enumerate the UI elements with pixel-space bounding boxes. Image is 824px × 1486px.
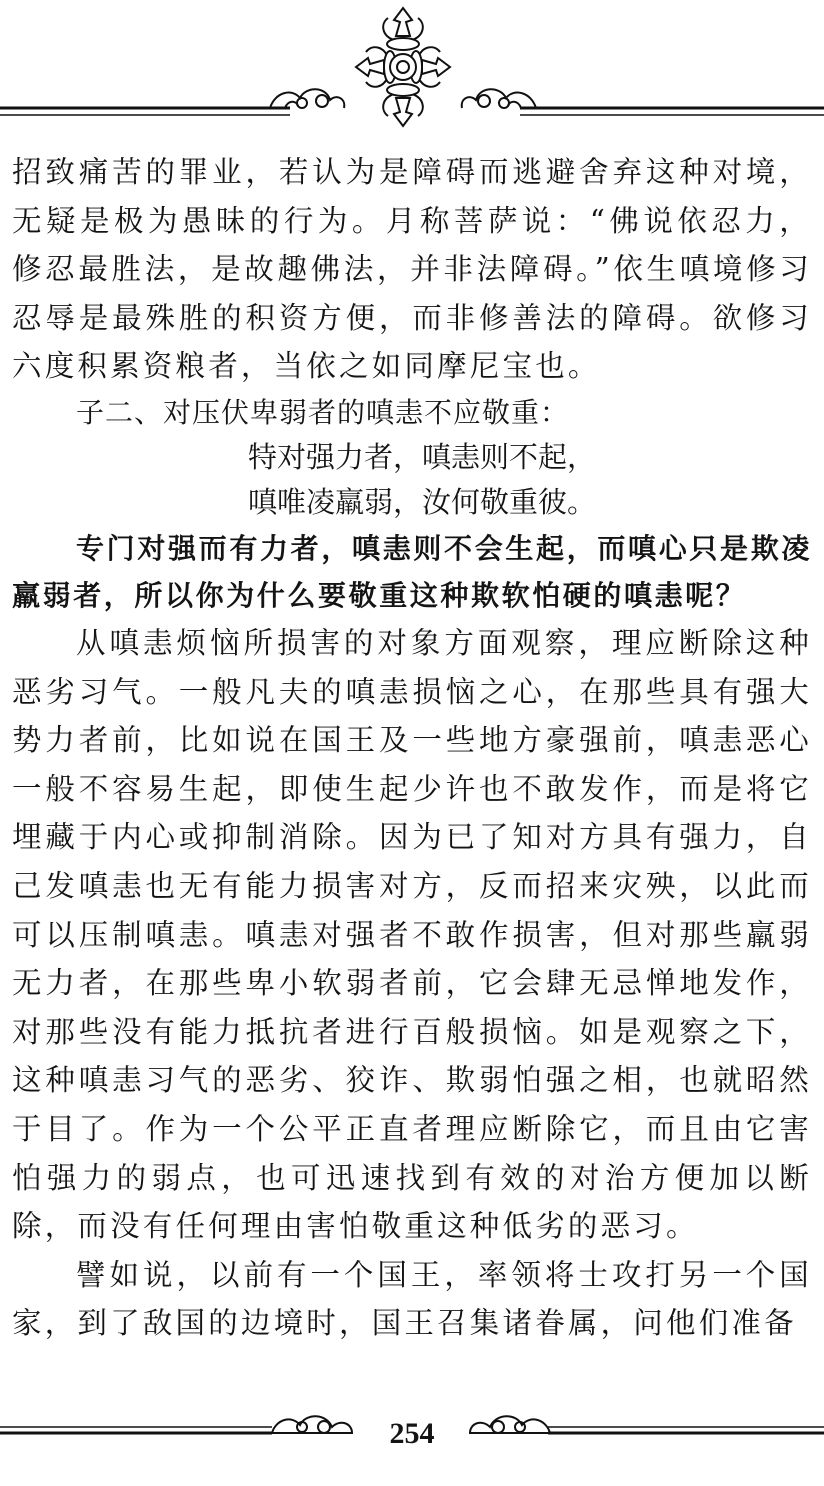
verse-block [12,435,812,525]
verse-line: 特对强力者，嗔恚则不起， [247,439,596,474]
verse-line: 嗔唯凌羸弱，汝何敬重彼。 [247,484,596,519]
explanation-paragraph: 从嗔恚烦恼所损害的对象方面观察，理应断除这种恶劣习气。一般凡夫的嗔恚损恼之心，在那些具有强大势力者前，比如说在国王及一些地方豪强前，嗔恚恶心一般不容易生起，即使生起少许也不敢发作，而是将它埋藏于内心或抑制消除。因为已了知对方具有强力，自己发嗔恚也无有能力损害对方，反而招来灾殃，以此而可以压制嗔恚。嗔恚对强者不敢作损害，但对那些羸弱无力者，在那些卑小软弱者前，它会肆无忌惮地发作，对那些没有能力抵抗者进行百般损恼。如是观察之下，这种嗔恚习气的恶劣、狡诈、欺弱怕强之相，也就昭然于目了。作为一个公平正直者理应断除它，而且由它害怕强力的弱点，也可迅速找到有效的对治方便加以断除，而没有任何理由害怕敬重这种低劣的恶习。 [12,625,812,1244]
header-rule-left [0,108,290,115]
header-ornament [0,0,824,135]
footer-rule-left [0,1427,272,1433]
cloud-scroll-icon [270,89,344,108]
verse-commentary: 专门对强而有力者，嗔恚则不会生起，而嗔心只是欺凌羸弱者，所以你为什么要敬重这种欺软怕硬的嗔恚呢？ [12,531,812,612]
page-number: 254 [389,1417,435,1450]
paragraph-continuation: 招致痛苦的罪业，若认为是障碍而逃避舍弃这种对境，无疑是极为愚昧的行为。月称菩萨说：“佛说依忍力，修忍最胜法，是故趣佛法，并非法障碍。”依生嗔境修习忍辱是最殊胜的积资方便，而非修善法的障碍。欲修习六度积累资粮者，当依之如同摩尼宝也。 [12,155,812,384]
vajra-icon [356,8,450,126]
cloud-scroll-icon [272,1416,352,1433]
story-paragraph: 譬如说，以前有一个国王，率领将士攻打另一个国家，到了敌国的边境时，国王召集诸眷属，问他们准备 [12,1257,812,1341]
section-heading: 子二、对压伏卑弱者的嗔恚不应敬重： [76,395,570,429]
cloud-scroll-icon [462,89,536,108]
page-body [12,148,812,1348]
footer-rule-right [548,1427,824,1433]
cloud-scroll-icon [470,1416,550,1433]
header-rule-right [520,108,824,115]
